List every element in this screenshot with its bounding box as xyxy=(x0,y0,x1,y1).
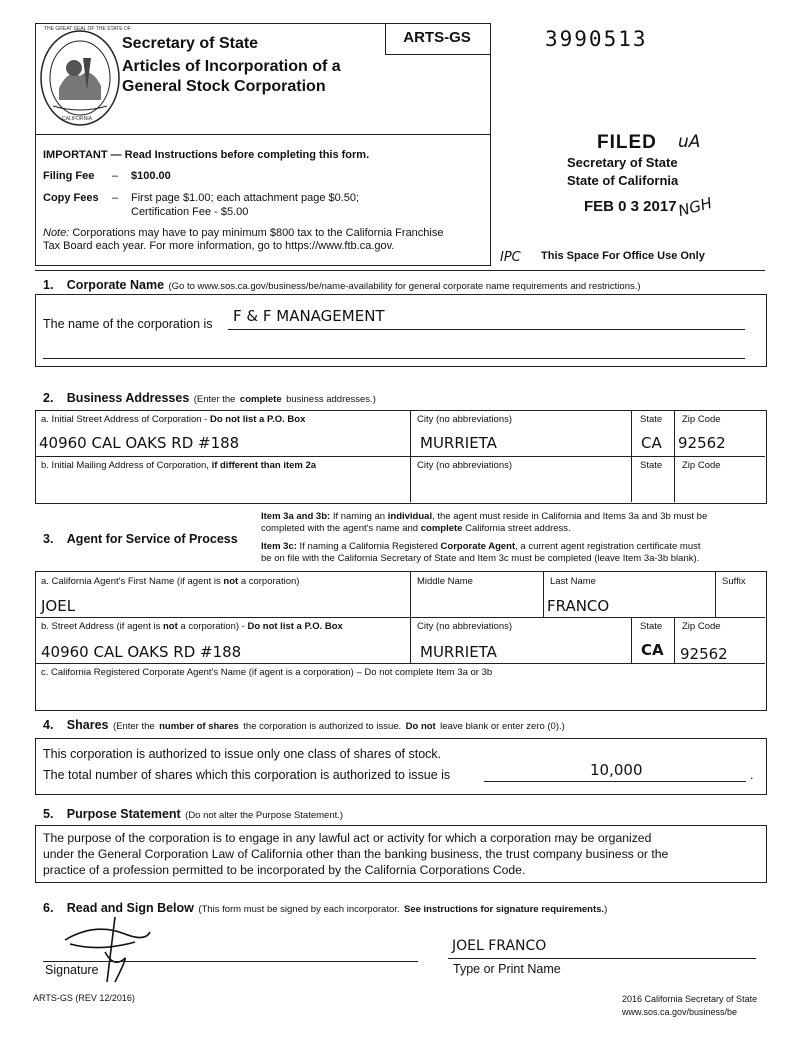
section-1-number: 1. xyxy=(43,278,54,292)
section-3-number: 3. xyxy=(43,532,54,546)
instr-3ab-bold2: individual xyxy=(387,511,433,522)
section-3-instr-1b xyxy=(261,523,571,534)
filed-stamp: FILED xyxy=(597,132,657,153)
section-3-instr-1 xyxy=(261,511,707,522)
section-2-title: Business Addresses xyxy=(66,391,190,405)
copy-fees-line-1: First page $1.00; each attachment page $0.50; xyxy=(131,192,360,204)
corporate-name-line-1 xyxy=(228,329,745,330)
state-seal xyxy=(39,28,121,128)
agent-col-last xyxy=(543,571,544,617)
instr-3c-bold: Item 3c: xyxy=(261,541,297,552)
footer-form-revision: ARTS-GS (REV 12/2016) xyxy=(33,993,135,1003)
section-6-instr-post: ) xyxy=(604,904,608,915)
agent-first-label-post: a corporation) xyxy=(240,576,300,587)
instr-3ab-l2-bold: complete xyxy=(420,523,463,534)
agent-col-suffix xyxy=(715,571,716,617)
agent-row-divider-2 xyxy=(35,663,765,664)
section-3-instr-2 xyxy=(261,541,701,552)
note-line-2: Tax Board each year. For more information, go to https://www.ftb.ca.gov. xyxy=(43,240,395,252)
street-address-2a-label-pre: a. Initial Street Address of Corporation - xyxy=(41,414,208,425)
city-2b-label: City (no abbreviations) xyxy=(417,460,513,471)
state-2a-label: State xyxy=(640,414,663,425)
section-3-instr-2b: be on file with the California Secretary of State and Item 3c must be completed (leave Item 3a-3b blank). xyxy=(261,553,700,564)
instr-3c-post: , a current agent registration certificate must xyxy=(515,541,701,552)
section-2-instr-pre: (Enter the xyxy=(193,394,236,405)
street-address-2a-value[interactable]: 40960 CAL OAKS RD #188 xyxy=(39,434,240,452)
agent-street-label-pre: b. Street Address (if agent is xyxy=(41,621,161,632)
footer-url: www.sos.ca.gov/business/be xyxy=(622,1007,738,1017)
agent-street-label-bold2: Do not list a P.O. Box xyxy=(247,621,343,632)
filing-fee-label: Filing Fee xyxy=(43,170,95,182)
section-5-instructions: (Do not alter the Purpose Statement.) xyxy=(185,810,344,821)
agent-col-zip xyxy=(674,617,675,663)
section-1-heading xyxy=(43,276,641,294)
agent-last-name-label: Last Name xyxy=(550,576,596,587)
section-4-instr-pre: (Enter the xyxy=(112,721,155,732)
business-col-state xyxy=(631,410,632,502)
agent-first-label-pre: a. California Agent's First Name (if agent is xyxy=(41,576,221,587)
section-5-number: 5. xyxy=(43,807,54,821)
purpose-line-1: The purpose of the corporation is to engage in any lawful act or activity for which a corporation may be organized xyxy=(43,831,652,845)
corporate-name-label: The name of the corporation is xyxy=(43,317,213,331)
shares-value-line xyxy=(484,781,746,782)
agent-corporate-name-label: c. California Registered Corporate Agent's Name (if agent is a corporation) – Do not complete Item 3a or 3b xyxy=(41,667,493,678)
section-3-title: Agent for Service of Process xyxy=(66,532,238,546)
business-col-zip xyxy=(674,410,675,502)
agent-street-label-mid: a corporation) - xyxy=(180,621,245,632)
mailing-address-2b-label-bold: if different than item 2a xyxy=(211,460,317,471)
stamp-initials-2: NGH xyxy=(676,193,714,221)
section-5-title: Purpose Statement xyxy=(66,807,181,821)
agent-first-name-value[interactable]: JOEL xyxy=(41,597,76,615)
section-4-instr-mid: the corporation is authorized to issue. xyxy=(243,721,402,732)
section-2-instr-bold: complete xyxy=(239,394,282,405)
agent-zip-label: Zip Code xyxy=(682,621,721,632)
section-1-title: Corporate Name xyxy=(66,278,165,292)
zip-2a-value[interactable]: 92562 xyxy=(678,434,726,452)
street-address-2a-label-bold: Do not list a P.O. Box xyxy=(209,414,306,425)
corporate-name-value[interactable]: F & F MANAGEMENT xyxy=(233,307,385,325)
business-col-city xyxy=(410,410,411,502)
zip-2b-label: Zip Code xyxy=(682,460,721,471)
instr-3c-bold2: Corporate Agent xyxy=(440,541,516,552)
office-use-label: This Space For Office Use Only xyxy=(541,250,705,262)
signature-line xyxy=(43,961,418,962)
agent-last-name-value[interactable]: FRANCO xyxy=(547,597,610,615)
city-2a-value[interactable]: MURRIETA xyxy=(420,434,497,452)
stamp-initials-3: IPC xyxy=(500,250,521,265)
note-line-1: Corporations may have to pay minimum $800 tax to the California Franchise xyxy=(72,227,444,239)
printed-name-line xyxy=(448,958,756,959)
stamp-date: FEB 0 3 2017 xyxy=(584,198,677,215)
agent-city-label: City (no abbreviations) xyxy=(417,621,513,632)
instr-3ab-l2-pre: completed with the agent's name and xyxy=(261,523,419,534)
section-6-number: 6. xyxy=(43,901,54,915)
copy-fees-dash: – xyxy=(112,192,119,204)
agent-middle-name-label: Middle Name xyxy=(417,576,473,587)
title-line-1: Secretary of State xyxy=(122,35,259,52)
mailing-address-2b-label-pre: b. Initial Mailing Address of Corporation, xyxy=(41,460,209,471)
agent-suffix-label: Suffix xyxy=(722,576,746,587)
important-notice: IMPORTANT — Read Instructions before completing this form. xyxy=(43,149,370,161)
filing-fee-dash: – xyxy=(112,170,119,182)
section-5-heading xyxy=(43,805,343,823)
handwritten-signature[interactable] xyxy=(55,912,165,992)
state-2b-label: State xyxy=(640,460,663,471)
agent-col-state xyxy=(631,617,632,663)
agent-row-divider-1 xyxy=(35,617,765,618)
section-4-title: Shares xyxy=(66,718,109,732)
agent-state-label: State xyxy=(640,621,663,632)
title-line-3: General Stock Corporation xyxy=(122,78,326,95)
section-2-heading xyxy=(43,389,376,407)
stamp-initials-1: uA xyxy=(678,132,701,152)
section-1-rule xyxy=(35,270,765,271)
agent-street-label-bold1: not xyxy=(162,621,178,632)
agent-street-label xyxy=(41,621,343,632)
stamp-line-1: Secretary of State xyxy=(567,155,678,170)
agent-city-value[interactable]: MURRIETA xyxy=(420,643,497,661)
agent-zip-value[interactable]: 92562 xyxy=(680,645,728,663)
printed-name-label: Type or Print Name xyxy=(453,962,561,976)
printed-name-value[interactable]: JOEL FRANCO xyxy=(452,938,547,954)
form-code: ARTS-GS xyxy=(403,29,471,46)
purpose-line-2: under the General Corporation Law of California other than the banking business, the trust company business or the xyxy=(43,847,669,861)
title-line-2: Articles of Incorporation of a xyxy=(122,58,341,75)
seal-text-top: THE GREAT SEAL OF THE STATE OF xyxy=(44,26,131,32)
instr-3ab-l2-post: California street address. xyxy=(465,523,571,534)
business-row-divider xyxy=(35,456,765,457)
copy-fees-label: Copy Fees xyxy=(43,192,99,204)
section-3-heading xyxy=(43,530,238,548)
shares-line-1: This corporation is authorized to issue only one class of shares of stock. xyxy=(43,747,442,761)
instr-3ab-bold: Item 3a and 3b: xyxy=(261,511,331,522)
section-4-instr-bold2: Do not xyxy=(405,721,436,732)
note xyxy=(43,227,443,239)
section-2-instr-post: business addresses.) xyxy=(286,394,376,405)
shares-period: . xyxy=(750,768,754,782)
agent-col-middle xyxy=(410,571,411,663)
section-6-title: Read and Sign Below xyxy=(66,901,194,915)
purpose-line-3: practice of a profession permitted to be incorporated by the California Corporations Code. xyxy=(43,863,526,877)
mailing-address-2b-label xyxy=(41,460,316,471)
instr-3ab-post: , the agent must reside in California and Items 3a and 3b must be xyxy=(432,511,708,522)
instr-3c-pre: If naming a California Registered xyxy=(299,541,438,552)
document-number: 3990513 xyxy=(545,27,648,51)
stamp-line-2: State of California xyxy=(567,173,679,188)
section-4-instr-bold: number of shares xyxy=(159,721,239,732)
section-4-number: 4. xyxy=(43,718,54,732)
agent-first-label-bold: not xyxy=(223,576,239,587)
signature-label: Signature xyxy=(45,963,99,977)
shares-line-2: The total number of shares which this corporation is authorized to issue is xyxy=(43,768,451,782)
agent-street-value[interactable]: 40960 CAL OAKS RD #188 xyxy=(41,643,242,661)
corporate-name-line-2 xyxy=(43,358,745,359)
zip-2a-label: Zip Code xyxy=(682,414,721,425)
section-2-number: 2. xyxy=(43,391,54,405)
agent-state-value[interactable]: CA xyxy=(641,641,664,659)
city-2a-label: City (no abbreviations) xyxy=(417,414,513,425)
copy-fees-line-2: Certification Fee - $5.00 xyxy=(131,206,249,218)
shares-value[interactable]: 10,000 xyxy=(590,761,643,779)
filing-fee-value: $100.00 xyxy=(131,170,171,182)
state-2a-value[interactable]: CA xyxy=(641,434,662,452)
section-6-instr-pre: (This form must be signed by each incorporator. xyxy=(198,904,400,915)
section-1-instructions: (Go to www.sos.ca.gov/business/be/name-availability for general corporate name requirements and restrictions.) xyxy=(168,281,641,292)
section-4-heading xyxy=(43,716,565,734)
footer-copyright: 2016 California Secretary of State xyxy=(622,994,758,1004)
note-label: Note: xyxy=(43,227,70,239)
section-6-instr-bold: See instructions for signature requirements. xyxy=(403,904,605,915)
section-4-instr-post: leave blank or enter zero (0).) xyxy=(440,721,565,732)
agent-first-name-label xyxy=(41,576,299,587)
street-address-2a-label xyxy=(41,414,305,425)
instr-3ab-pre: If naming an xyxy=(332,511,386,522)
seal-text-bottom: CALIFORNIA xyxy=(62,116,93,122)
